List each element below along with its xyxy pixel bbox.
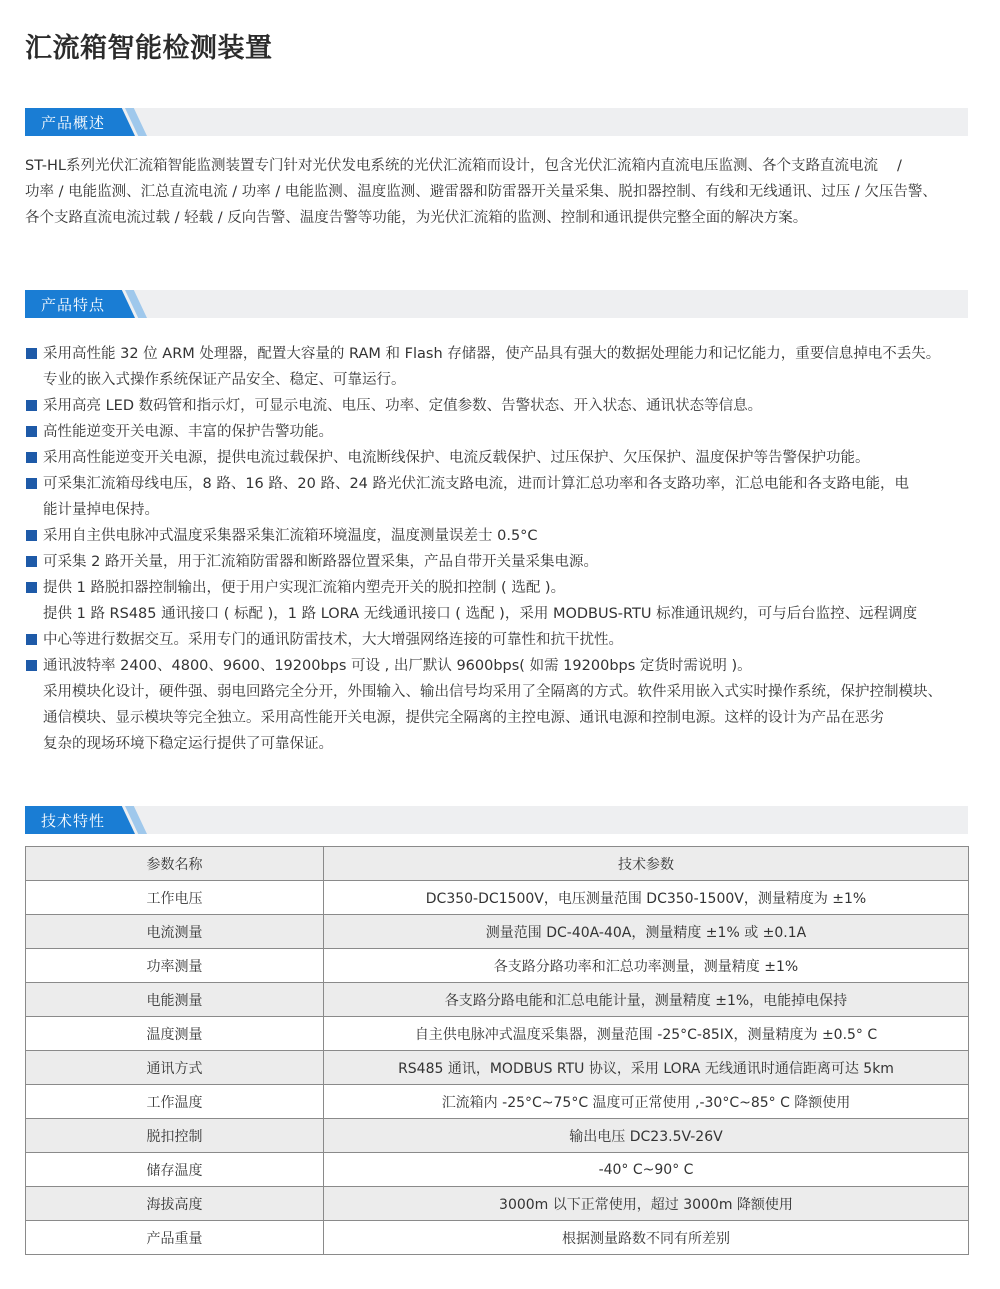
table-row (26, 915, 969, 949)
overview-paragraph (25, 153, 975, 231)
feature-item: 专业的嵌入式操作系统保证产品安全、稳定、可靠运行。 (43, 372, 406, 388)
spec-param-value: 自主供电脉冲式温度采集器，测量范围 -25°C-85IX，测量精度为 ±0.5° C (324, 1017, 969, 1051)
spec-param-value: DC350-DC1500V，电压测量范围 DC350-1500V，测量精度为 ±1% (324, 881, 969, 915)
feature-item: 中心等进行数据交互。采用专门的通讯防雷技术，大大增强网络连接的可靠性和抗干扰性。 (25, 627, 975, 653)
spec-param-value: 输出电压 DC23.5V-26V (324, 1119, 969, 1153)
spec-param-name: 功率测量 (26, 949, 324, 983)
spec-param-name: 工作温度 (26, 1085, 324, 1119)
section-title-specs: 技术特性 (41, 811, 106, 830)
feature-item: 采用自主供电脉冲式温度采集器采集汇流箱环境温度，温度测量误差士 0.5°C (25, 523, 975, 549)
spec-param-value: 各支路分路电能和汇总电能计量，测量精度 ±1%，电能掉电保持 (324, 983, 969, 1017)
spec-param-name: 通讯方式 (26, 1051, 324, 1085)
page-title: 汇流箱智能检测装置 (25, 33, 273, 64)
feature-item: 采用高亮 LED 数码管和指示灯，可显示电流、电压、功率、定值参数、告警状态、开入状态、通讯状态等信息。 (25, 393, 975, 419)
feature-item: 可采集汇流箱母线电压，8 路、16 路、20 路、24 路光伏汇流支路电流，进而计算汇总功率和各支路功率，汇总电能和各支路电能，电 (25, 471, 975, 497)
overview-line: 功率 / 电能监测、汇总直流电流 / 功率 / 电能监测、温度监测、避雷器和防雷器开关量采集、脱扣器控制、有线和无线通讯、过压 / 欠压告警、 (25, 184, 937, 200)
spec-param-name: 温度测量 (26, 1017, 324, 1051)
spec-param-name: 工作电压 (26, 881, 324, 915)
spec-header-value: 技术参数 (324, 847, 969, 881)
table-row (26, 1051, 969, 1085)
spec-param-value: -40° C~90° C (324, 1153, 969, 1187)
feature-item: 复杂的现场环境下稳定运行提供了可靠保证。 (43, 736, 333, 752)
spec-param-value: 汇流箱内 -25°C~75°C 温度可正常使用 ,-30°C~85° C 降额使用 (324, 1085, 969, 1119)
feature-item: 采用模块化设计，硬件强、弱电回路完全分开，外围输入、输出信号均采用了全隔离的方式。软件采用嵌入式实时操作系统，保护控制模块、 (43, 684, 942, 700)
section-tab-overview (25, 108, 143, 136)
feature-item: 通讯波特率 2400、4800、9600、19200bps 可设 , 出厂默认 9600bps( 如需 19200bps 定货时需说明 )。 (25, 653, 975, 679)
feature-item: 采用高性能逆变开关电源，提供电流过载保护、电流断线保护、电流反载保护、过压保护、欠压保护、温度保护等告警保护功能。 (25, 445, 975, 471)
feature-item: 通信模块、显示模块等完全独立。采用高性能开关电源，提供完全隔离的主控电源、通讯电源和控制电源。这样的设计为产品在恶劣 (43, 710, 884, 726)
spec-table-header-row (26, 847, 969, 881)
table-row (26, 949, 969, 983)
spec-header-param: 参数名称 (26, 847, 324, 881)
spec-param-name: 电能测量 (26, 983, 324, 1017)
table-row (26, 983, 969, 1017)
spec-table (25, 846, 969, 1255)
spec-param-name: 产品重量 (26, 1221, 324, 1255)
feature-item: 高性能逆变开关电源、丰富的保护告警功能。 (25, 419, 975, 445)
feature-item: 采用高性能 32 位 ARM 处理器，配置大容量的 RAM 和 Flash 存储器，使产品具有强大的数据处理能力和记忆能力，重要信息掉电不丢失。 (25, 341, 975, 367)
table-row (26, 1221, 969, 1255)
spec-param-value: 测量范围 DC-40A-40A，测量精度 ±1% 或 ±0.1A (324, 915, 969, 949)
spec-param-value: 3000m 以下正常使用，超过 3000m 降额使用 (324, 1187, 969, 1221)
spec-param-name: 电流测量 (26, 915, 324, 949)
table-row (26, 1017, 969, 1051)
feature-item: 提供 1 路脱扣器控制输出，便于用户实现汇流箱内塑壳开关的脱扣控制 ( 选配 )。 (25, 575, 975, 601)
table-row (26, 1153, 969, 1187)
section-header-overview (25, 108, 968, 136)
feature-item: 提供 1 路 RS485 通讯接口 ( 标配 )，1 路 LORA 无线通讯接口 ( 选配 )，采用 MODBUS-RTU 标准通讯规约，可与后台监控、远程调度 (43, 606, 918, 622)
section-title-features: 产品特点 (41, 295, 106, 314)
spec-param-name: 海拔高度 (26, 1187, 324, 1221)
section-tab-features (25, 290, 143, 318)
spec-param-name: 储存温度 (26, 1153, 324, 1187)
section-title-overview: 产品概述 (41, 113, 106, 132)
table-row (26, 1119, 969, 1153)
spec-table-body (26, 881, 969, 1255)
section-header-features (25, 290, 968, 318)
spec-param-name: 脱扣控制 (26, 1119, 324, 1153)
spec-param-value: 根据测量路数不同有所差别 (324, 1221, 969, 1255)
section-tab-specs (25, 806, 143, 834)
overview-line: ST-HL系列光伏汇流箱智能监测装置专门针对光伏发电系统的光伏汇流箱而设计，包含光伏汇流箱内直流电压监测、各个支路直流电流 / (25, 158, 902, 174)
table-row (26, 881, 969, 915)
overview-line: 各个支路直流电流过载 / 轻载 / 反向告警、温度告警等功能，为光伏汇流箱的监测、控制和通讯提供完整全面的解决方案。 (25, 210, 808, 226)
table-row (26, 1085, 969, 1119)
feature-item: 能计量掉电保持。 (43, 502, 159, 518)
section-header-specs (25, 806, 968, 834)
features-list (25, 341, 975, 757)
spec-param-value: RS485 通讯，MODBUS RTU 协议，采用 LORA 无线通讯时通信距离可达 5km (324, 1051, 969, 1085)
feature-item: 可采集 2 路开关量，用于汇流箱防雷器和断路器位置采集，产品自带开关量采集电源。 (25, 549, 975, 575)
table-row (26, 1187, 969, 1221)
spec-param-value: 各支路分路功率和汇总功率测量，测量精度 ±1% (324, 949, 969, 983)
